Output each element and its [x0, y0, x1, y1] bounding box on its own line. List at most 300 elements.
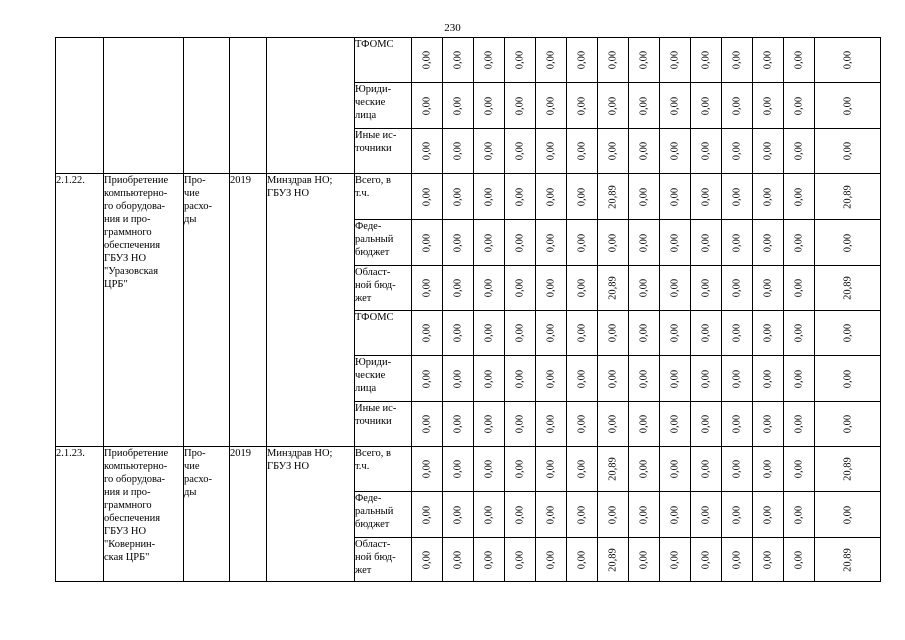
value-cell	[567, 311, 598, 356]
value-text: 0,00	[576, 233, 588, 252]
value-text: 0,00	[421, 414, 433, 434]
funding-source: Иные ис- точники	[355, 129, 412, 174]
value-text: 0,00	[545, 323, 557, 343]
value-cell	[629, 402, 660, 447]
value-text: 0,00	[842, 414, 853, 434]
value-cell	[660, 83, 691, 129]
value-cell	[505, 311, 536, 356]
value-text: 0,00	[793, 323, 805, 343]
value-text: 0,00	[842, 369, 853, 388]
value-text: 0,00	[842, 50, 853, 70]
value-cell	[598, 174, 629, 220]
value-cell	[691, 83, 722, 129]
value-text: 0,00	[452, 187, 464, 206]
value-cell	[536, 220, 567, 266]
value-text: 0,00	[514, 369, 526, 388]
value-cell	[505, 447, 536, 492]
funding-source: Юриди- ческие лица	[355, 356, 412, 402]
value-cell	[815, 311, 881, 356]
value-cell	[598, 447, 629, 492]
value-cell	[722, 538, 753, 582]
value-text: 0,00	[700, 50, 712, 70]
value-cell	[660, 220, 691, 266]
value-cell	[567, 174, 598, 220]
value-text: 20,89	[607, 276, 619, 300]
value-text: 0,00	[731, 414, 743, 434]
funding-source: Феде- ральный бюджет	[355, 492, 412, 538]
value-cell	[536, 356, 567, 402]
value-text: 0,00	[762, 50, 774, 70]
value-cell	[505, 402, 536, 447]
value-cell	[753, 266, 784, 311]
value-cell	[505, 492, 536, 538]
value-cell	[412, 311, 443, 356]
value-cell	[474, 83, 505, 129]
value-cell	[536, 311, 567, 356]
table-row	[56, 174, 881, 220]
value-text: 0,00	[669, 141, 681, 161]
value-cell	[474, 38, 505, 83]
value-text: 0,00	[421, 278, 433, 298]
value-text: 0,00	[731, 233, 743, 252]
value-cell	[784, 38, 815, 83]
value-text: 20,89	[842, 184, 853, 209]
value-text: 0,00	[483, 141, 495, 161]
value-cell	[815, 402, 881, 447]
value-cell	[443, 129, 474, 174]
value-text: 0,00	[483, 414, 495, 434]
value-cell	[412, 174, 443, 220]
value-text: 0,00	[576, 187, 588, 206]
value-cell	[474, 174, 505, 220]
value-text: 20,89	[842, 457, 853, 481]
value-cell	[443, 266, 474, 311]
value-cell	[815, 492, 881, 538]
value-text: 0,00	[842, 323, 853, 343]
value-cell	[691, 402, 722, 447]
value-text: 0,00	[842, 233, 853, 252]
value-cell	[567, 220, 598, 266]
value-text: 0,00	[452, 323, 464, 343]
value-text: 0,00	[514, 96, 526, 115]
value-cell	[722, 311, 753, 356]
value-text: 0,00	[421, 187, 433, 206]
value-text: 0,00	[576, 550, 588, 569]
value-text: 0,00	[514, 505, 526, 524]
value-text: 0,00	[514, 414, 526, 434]
value-cell	[412, 356, 443, 402]
value-cell	[660, 129, 691, 174]
budget-table	[55, 37, 881, 582]
value-text: 0,00	[731, 96, 743, 115]
value-text: 0,00	[762, 323, 774, 343]
value-text: 0,00	[793, 505, 805, 524]
value-cell	[660, 538, 691, 582]
value-text: 0,00	[842, 505, 853, 524]
value-text: 0,00	[545, 233, 557, 252]
value-text: 0,00	[793, 96, 805, 115]
item-name: Приобретение компьютерно- го оборудова- ния и про- граммного обеспечения ГБУЗ НО "Ковернин- ская ЦРБ"	[104, 447, 184, 582]
page-number: 230	[444, 22, 461, 34]
item-number: 2.1.23.	[56, 447, 104, 582]
value-text: 0,00	[545, 187, 557, 206]
value-text: 0,00	[607, 505, 619, 524]
value-text: 0,00	[638, 50, 650, 70]
value-text: 20,89	[607, 457, 619, 481]
value-text: 0,00	[762, 96, 774, 115]
value-text: 0,00	[514, 233, 526, 252]
value-text: 0,00	[700, 96, 712, 115]
value-cell	[629, 356, 660, 402]
value-cell	[660, 356, 691, 402]
value-text: 0,00	[793, 50, 805, 70]
value-cell	[536, 174, 567, 220]
value-cell	[443, 38, 474, 83]
value-text: 0,00	[700, 187, 712, 206]
value-text: 0,00	[762, 141, 774, 161]
funding-source: Всего, в т.ч.	[355, 174, 412, 220]
continued-year	[230, 38, 267, 174]
value-text: 0,00	[452, 550, 464, 569]
value-text: 0,00	[421, 323, 433, 343]
value-cell	[598, 129, 629, 174]
value-cell	[443, 356, 474, 402]
value-cell	[691, 174, 722, 220]
value-text: 0,00	[669, 278, 681, 298]
value-cell	[722, 447, 753, 492]
value-cell	[567, 402, 598, 447]
value-cell	[753, 447, 784, 492]
value-cell	[722, 492, 753, 538]
value-cell	[536, 266, 567, 311]
value-text: 0,00	[607, 233, 619, 252]
value-cell	[722, 174, 753, 220]
value-text: 0,00	[669, 414, 681, 434]
value-cell	[691, 311, 722, 356]
value-text: 0,00	[576, 414, 588, 434]
value-text: 0,00	[483, 550, 495, 569]
value-text: 0,00	[514, 459, 526, 479]
value-cell	[660, 492, 691, 538]
value-text: 0,00	[576, 96, 588, 115]
funding-source: Юриди- ческие лица	[355, 83, 412, 129]
value-cell	[660, 447, 691, 492]
value-text: 0,00	[669, 187, 681, 206]
value-text: 0,00	[842, 96, 853, 115]
value-cell	[474, 492, 505, 538]
value-cell	[629, 492, 660, 538]
value-cell	[412, 266, 443, 311]
value-text: 0,00	[762, 505, 774, 524]
value-text: 0,00	[638, 459, 650, 479]
value-text: 0,00	[669, 369, 681, 388]
value-cell	[567, 538, 598, 582]
value-cell	[412, 402, 443, 447]
value-text: 0,00	[669, 96, 681, 115]
value-cell	[474, 266, 505, 311]
value-text: 0,00	[607, 96, 619, 115]
value-text: 0,00	[545, 141, 557, 161]
value-text: 0,00	[483, 323, 495, 343]
value-text: 0,00	[576, 50, 588, 70]
value-cell	[567, 356, 598, 402]
value-cell	[567, 492, 598, 538]
value-cell	[505, 266, 536, 311]
value-text: 0,00	[576, 278, 588, 298]
value-text: 0,00	[483, 369, 495, 388]
value-cell	[753, 492, 784, 538]
value-cell	[660, 266, 691, 311]
value-text: 0,00	[514, 141, 526, 161]
value-cell	[443, 538, 474, 582]
value-cell	[598, 492, 629, 538]
value-text: 0,00	[421, 459, 433, 479]
value-cell	[536, 83, 567, 129]
value-cell	[598, 356, 629, 402]
value-cell	[815, 220, 881, 266]
value-cell	[784, 311, 815, 356]
value-cell	[815, 538, 881, 582]
value-cell	[443, 447, 474, 492]
value-cell	[784, 492, 815, 538]
value-cell	[474, 402, 505, 447]
value-cell	[443, 311, 474, 356]
value-text: 0,00	[793, 550, 805, 569]
item-year: 2019	[230, 447, 267, 582]
value-cell	[629, 83, 660, 129]
value-cell	[598, 83, 629, 129]
value-cell	[784, 83, 815, 129]
value-text: 0,00	[514, 278, 526, 298]
value-text: 0,00	[483, 50, 495, 70]
value-text: 0,00	[452, 505, 464, 524]
value-text: 0,00	[576, 505, 588, 524]
value-cell	[474, 129, 505, 174]
value-text: 0,00	[576, 459, 588, 479]
value-cell	[536, 38, 567, 83]
value-cell	[443, 492, 474, 538]
value-cell	[815, 266, 881, 311]
value-cell	[474, 311, 505, 356]
value-cell	[505, 129, 536, 174]
value-cell	[505, 83, 536, 129]
value-text: 0,00	[545, 459, 557, 479]
value-text: 0,00	[483, 278, 495, 298]
value-text: 0,00	[669, 550, 681, 569]
value-cell	[691, 538, 722, 582]
value-cell	[412, 220, 443, 266]
value-text: 20,89	[607, 184, 619, 209]
value-cell	[505, 538, 536, 582]
value-text: 0,00	[700, 459, 712, 479]
value-text: 0,00	[700, 141, 712, 161]
item-category: Про- чие расхо- ды	[184, 447, 230, 582]
value-text: 0,00	[483, 233, 495, 252]
value-text: 0,00	[669, 233, 681, 252]
value-text: 0,00	[842, 141, 853, 161]
value-text: 0,00	[638, 96, 650, 115]
value-text: 0,00	[731, 550, 743, 569]
value-text: 0,00	[421, 141, 433, 161]
value-text: 0,00	[793, 278, 805, 298]
value-text: 0,00	[452, 414, 464, 434]
value-cell	[505, 174, 536, 220]
value-cell	[753, 220, 784, 266]
value-text: 20,89	[842, 276, 853, 300]
value-cell	[567, 38, 598, 83]
value-cell	[598, 402, 629, 447]
value-cell	[722, 129, 753, 174]
value-text: 0,00	[762, 459, 774, 479]
value-text: 0,00	[421, 96, 433, 115]
value-cell	[784, 538, 815, 582]
value-text: 0,00	[669, 505, 681, 524]
value-text: 0,00	[545, 50, 557, 70]
value-text: 0,00	[638, 187, 650, 206]
value-text: 0,00	[514, 187, 526, 206]
value-text: 0,00	[700, 278, 712, 298]
value-text: 0,00	[514, 323, 526, 343]
value-text: 0,00	[731, 187, 743, 206]
value-cell	[536, 447, 567, 492]
value-text: 0,00	[421, 505, 433, 524]
value-text: 0,00	[762, 414, 774, 434]
continued-name	[104, 38, 184, 174]
item-executor: Минздрав НО; ГБУЗ НО	[267, 174, 355, 447]
value-cell	[629, 38, 660, 83]
value-text: 0,00	[731, 459, 743, 479]
value-text: 0,00	[731, 369, 743, 388]
value-text: 0,00	[483, 187, 495, 206]
table-row	[56, 38, 881, 83]
value-cell	[629, 447, 660, 492]
funding-source: Всего, в т.ч.	[355, 447, 412, 492]
value-cell	[567, 266, 598, 311]
table-row	[56, 447, 881, 492]
value-cell	[784, 266, 815, 311]
value-text: 0,00	[638, 233, 650, 252]
value-cell	[536, 402, 567, 447]
value-text: 0,00	[452, 459, 464, 479]
value-text: 0,00	[793, 141, 805, 161]
value-cell	[629, 129, 660, 174]
value-cell	[412, 38, 443, 83]
value-text: 0,00	[452, 96, 464, 115]
value-text: 0,00	[514, 50, 526, 70]
value-text: 0,00	[576, 323, 588, 343]
value-text: 0,00	[762, 550, 774, 569]
value-cell	[784, 356, 815, 402]
value-text: 0,00	[638, 369, 650, 388]
value-text: 0,00	[762, 233, 774, 252]
value-cell	[753, 402, 784, 447]
value-cell	[412, 83, 443, 129]
value-text: 0,00	[731, 323, 743, 343]
value-cell	[598, 220, 629, 266]
value-text: 0,00	[793, 414, 805, 434]
value-cell	[536, 129, 567, 174]
value-cell	[598, 266, 629, 311]
value-cell	[412, 492, 443, 538]
value-cell	[567, 129, 598, 174]
value-text: 0,00	[638, 141, 650, 161]
value-text: 0,00	[545, 96, 557, 115]
continued-num	[56, 38, 104, 174]
value-text: 0,00	[607, 369, 619, 388]
value-cell	[598, 311, 629, 356]
value-cell	[443, 174, 474, 220]
value-text: 0,00	[669, 459, 681, 479]
value-cell	[505, 356, 536, 402]
value-cell	[815, 129, 881, 174]
value-text: 0,00	[793, 459, 805, 479]
value-text: 0,00	[638, 278, 650, 298]
funding-source: Иные ис- точники	[355, 402, 412, 447]
value-text: 0,00	[452, 233, 464, 252]
continued-category	[184, 38, 230, 174]
value-text: 0,00	[793, 187, 805, 206]
value-cell	[443, 220, 474, 266]
value-cell	[784, 447, 815, 492]
value-text: 0,00	[421, 233, 433, 252]
value-cell	[753, 356, 784, 402]
item-number: 2.1.22.	[56, 174, 104, 447]
value-cell	[784, 402, 815, 447]
value-text: 0,00	[638, 550, 650, 569]
value-cell	[784, 129, 815, 174]
value-cell	[784, 220, 815, 266]
value-cell	[691, 220, 722, 266]
value-cell	[722, 38, 753, 83]
value-cell	[691, 492, 722, 538]
value-text: 0,00	[421, 550, 433, 569]
value-text: 0,00	[545, 369, 557, 388]
value-cell	[412, 538, 443, 582]
item-year: 2019	[230, 174, 267, 447]
value-text: 0,00	[793, 369, 805, 388]
value-cell	[722, 220, 753, 266]
value-text: 0,00	[669, 323, 681, 343]
value-text: 0,00	[483, 96, 495, 115]
value-cell	[753, 174, 784, 220]
value-cell	[691, 266, 722, 311]
value-cell	[474, 356, 505, 402]
value-text: 0,00	[607, 414, 619, 434]
value-cell	[722, 402, 753, 447]
value-text: 0,00	[669, 50, 681, 70]
value-cell	[629, 174, 660, 220]
value-cell	[474, 220, 505, 266]
value-cell	[660, 311, 691, 356]
continued-executor	[267, 38, 355, 174]
value-text: 0,00	[421, 369, 433, 388]
value-cell	[505, 220, 536, 266]
value-text: 0,00	[731, 141, 743, 161]
value-cell	[660, 174, 691, 220]
value-text: 0,00	[793, 233, 805, 252]
value-text: 0,00	[452, 50, 464, 70]
value-text: 0,00	[700, 323, 712, 343]
value-text: 0,00	[545, 414, 557, 434]
value-text: 0,00	[638, 505, 650, 524]
item-executor: Минздрав НО; ГБУЗ НО	[267, 447, 355, 582]
value-text: 0,00	[762, 369, 774, 388]
value-cell	[567, 83, 598, 129]
value-cell	[753, 129, 784, 174]
value-text: 0,00	[731, 278, 743, 298]
funding-source: Област- ной бюд- жет	[355, 538, 412, 582]
value-cell	[753, 538, 784, 582]
